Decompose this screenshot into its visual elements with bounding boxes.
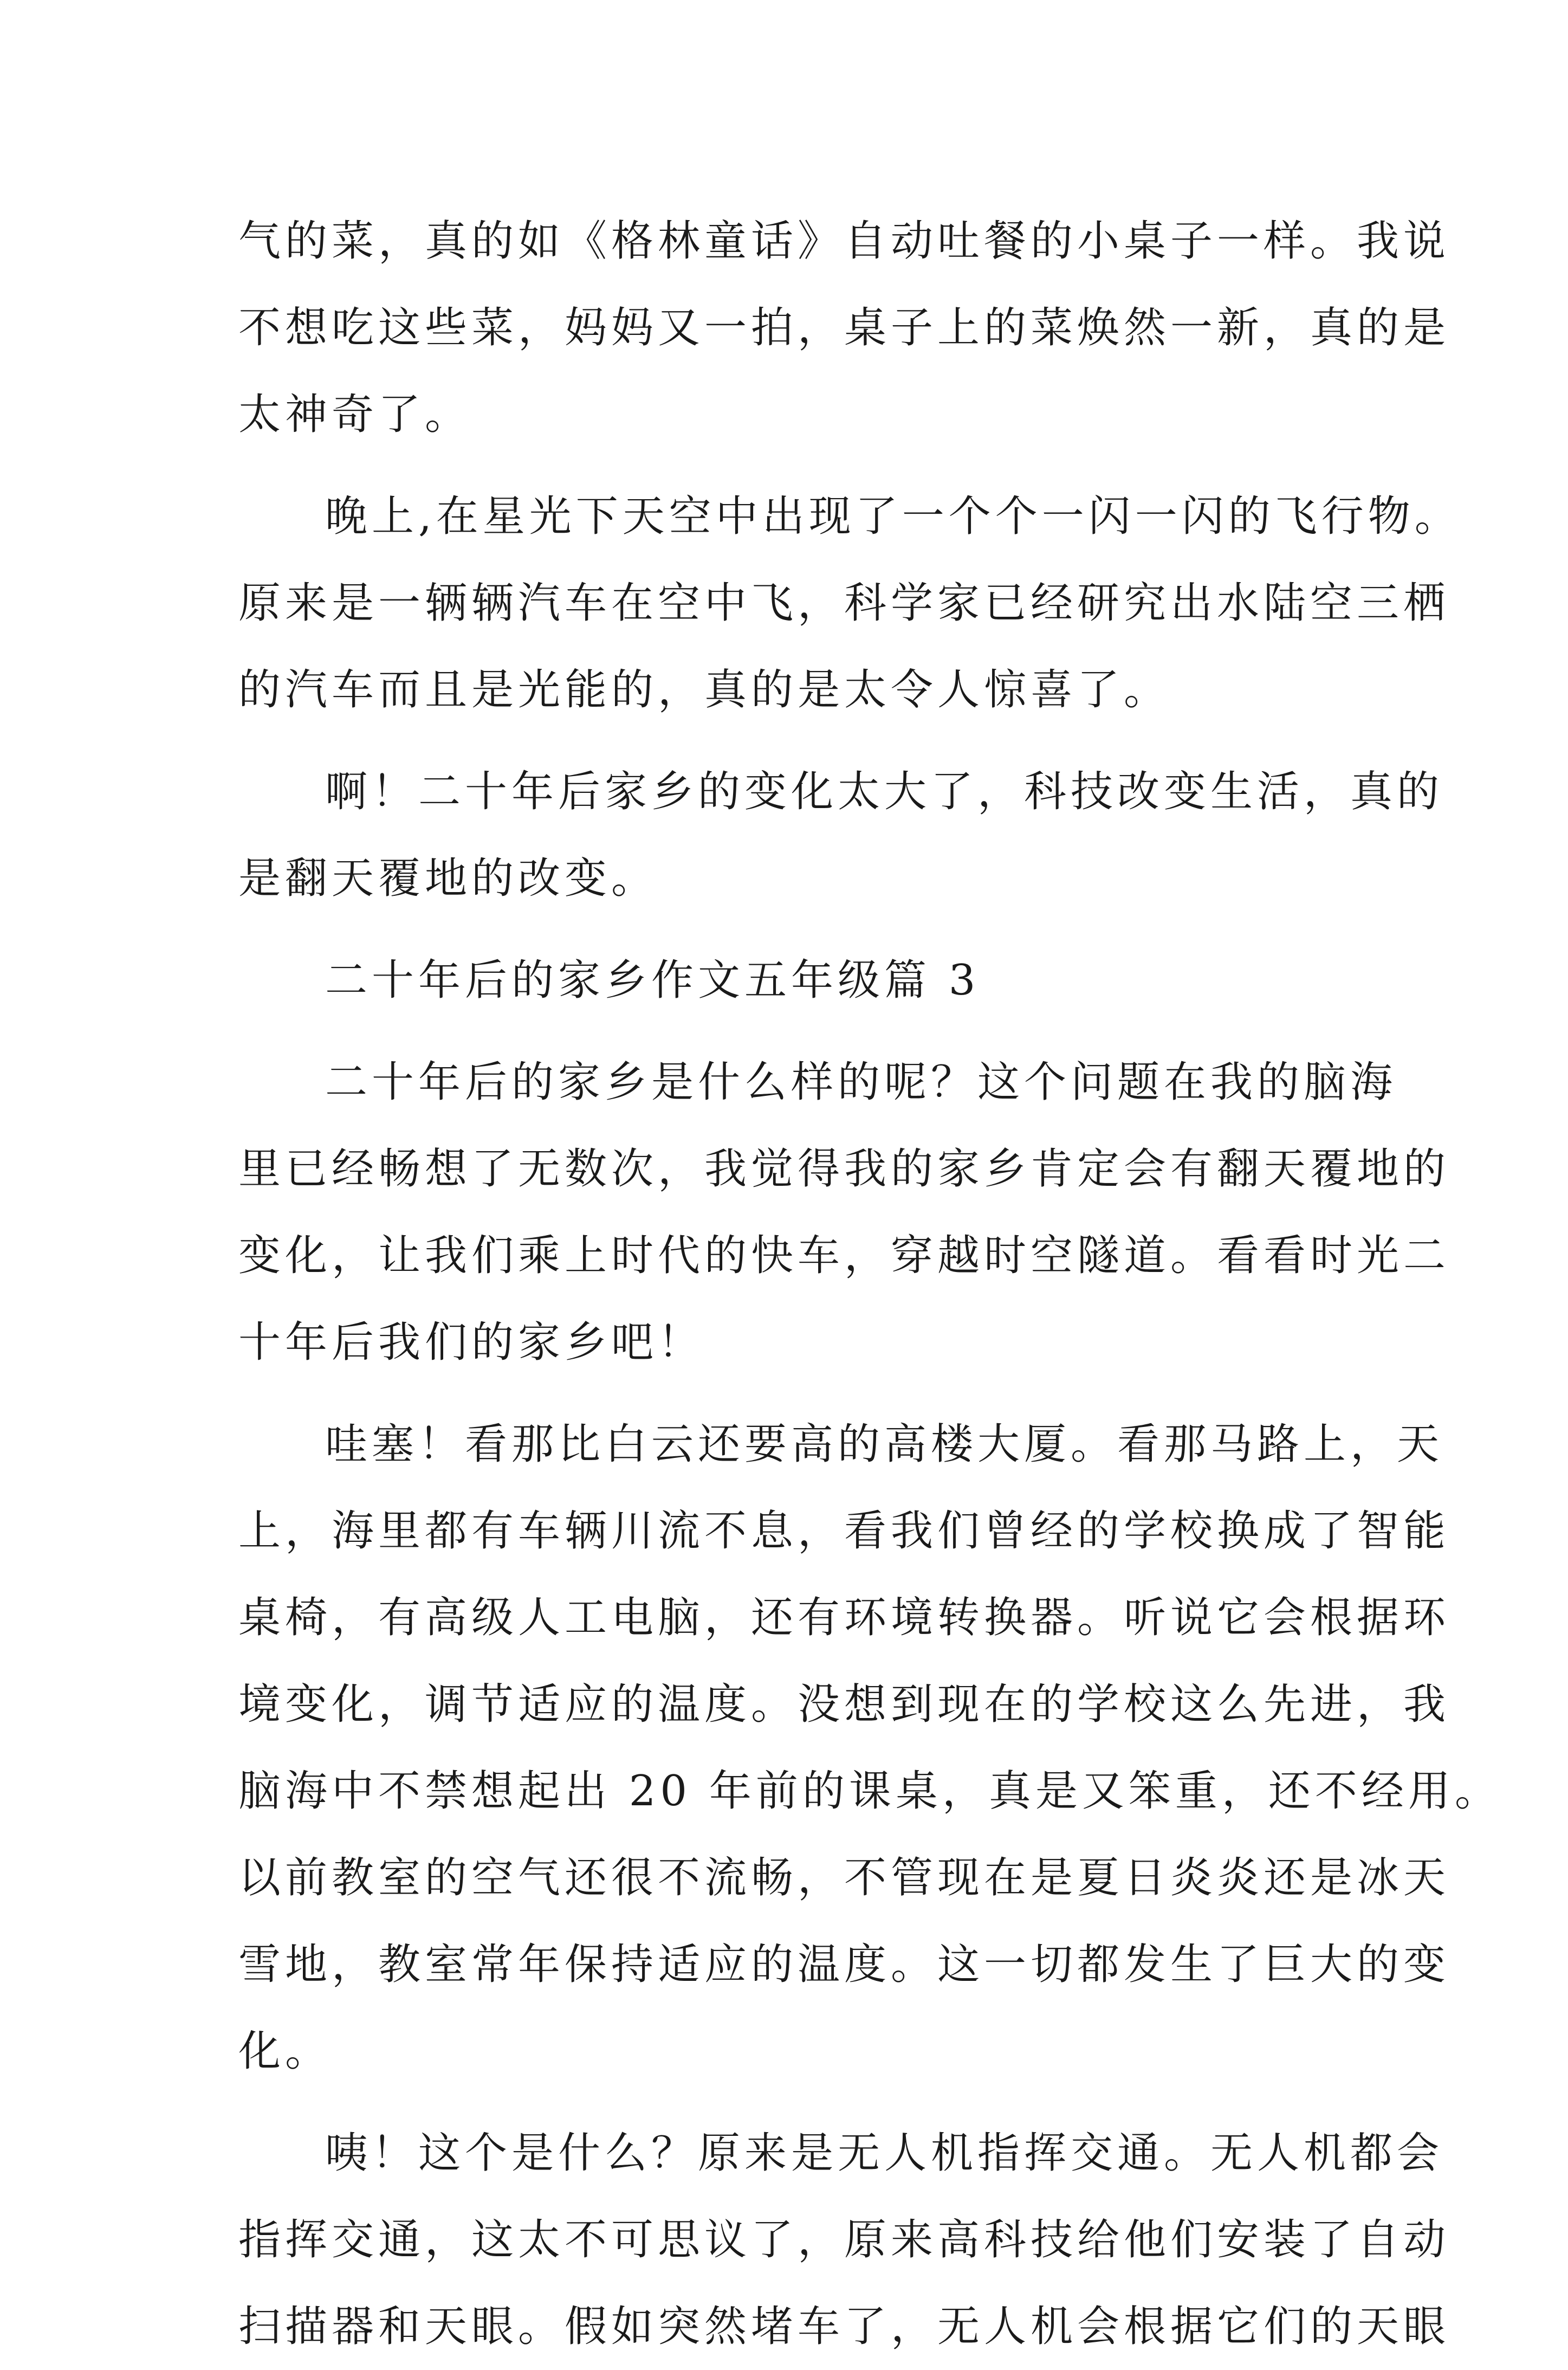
text-line: 境变化，调节适应的温度。没想到现在的学校这么先进，我	[238, 1680, 1450, 1729]
text-line: 的汽车而且是光能的，真的是太令人惊喜了。	[238, 666, 1171, 714]
paragraph-start: 啊！二十年后家乡的变化太大了，科技改变生活，真的	[325, 767, 1444, 816]
text-line: 原来是一辆辆汽车在空中飞，科学家已经研究出水陆空三栖	[238, 579, 1450, 628]
text-line: 脑海中不禁想起出 20 年前的课桌，真是又笨重，还不经用。	[238, 1767, 1501, 1816]
text-line: 指挥交通，这太不可思议了，原来高科技给他们安装了自动	[238, 2216, 1450, 2264]
text-line: 桌椅，有高级人工电脑，还有环境转换器。听说它会根据环	[238, 1593, 1450, 1642]
paragraph-start: 哇塞！看那比白云还要高的高楼大厦。看那马路上，天	[325, 1420, 1444, 1469]
text-line: 化。	[238, 2027, 332, 2076]
text-line: 上，海里都有车辆川流不息，看我们曾经的学校换成了智能	[238, 1507, 1450, 1555]
text-line: 是翻天覆地的改变。	[238, 854, 658, 903]
text-line: 里已经畅想了无数次，我觉得我的家乡肯定会有翻天覆地的	[238, 1145, 1450, 1193]
document-body	[238, 198, 1501, 2370]
text-line: 以前教室的空气还很不流畅，不管现在是夏日炎炎还是冰天	[238, 1854, 1450, 1902]
text-line: 不想吃这些菜，妈妈又一拍，桌子上的菜焕然一新，真的是	[238, 303, 1450, 352]
text-line: 气的菜，真的如《格林童话》自动吐餐的小桌子一样。我说	[238, 217, 1450, 266]
text-line: 十年后我们的家乡吧！	[238, 1318, 705, 1367]
text-line: 扫描器和天眼。假如突然堵车了，无人机会根据它们的天眼	[238, 2302, 1450, 2351]
text-line: 变化，让我们乘上时代的快车，穿越时空隧道。看看时光二	[238, 1231, 1450, 1280]
paragraph-start: 二十年后的家乡是什么样的呢？这个问题在我的脑海	[325, 1058, 1397, 1107]
paragraph-start: 咦！这个是什么？原来是无人机指挥交通。无人机都会	[325, 2129, 1444, 2178]
section-heading: 二十年后的家乡作文五年级篇 3	[325, 956, 980, 1005]
text-line: 雪地，教室常年保持适应的温度。这一切都发生了巨大的变	[238, 1940, 1450, 1989]
paragraph-start: 晚上,在星光下天空中出现了一个个一闪一闪的飞行物。	[325, 492, 1461, 541]
text-line: 太神奇了。	[238, 390, 472, 439]
